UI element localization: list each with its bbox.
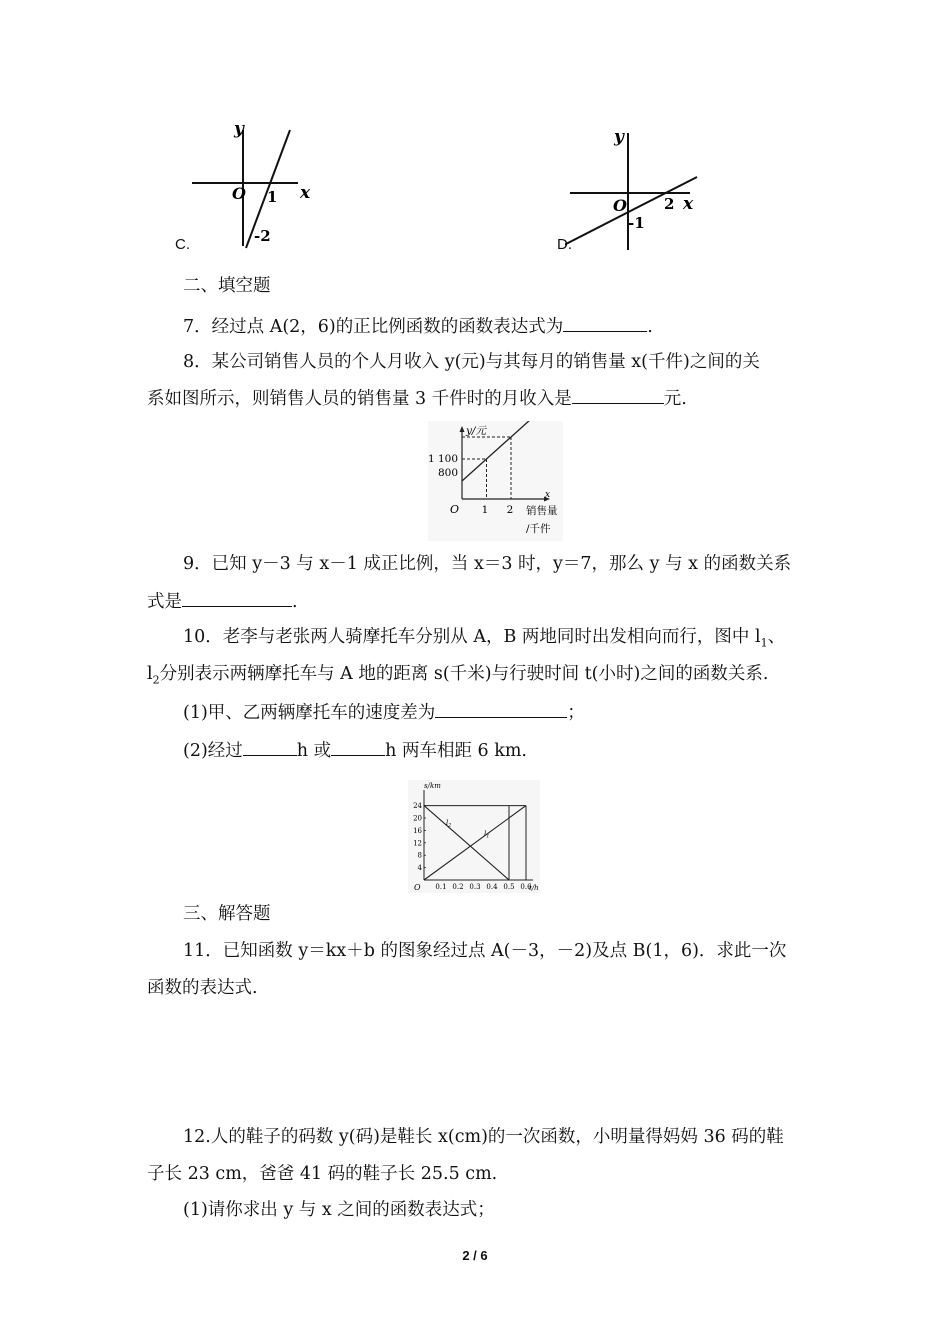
q10-p1-text: (1)甲、乙两辆摩托车的速度差为 <box>183 703 436 723</box>
option-c-label[interactable]: C. <box>175 236 190 253</box>
q10-l2-sub: 2 <box>448 822 452 829</box>
q10-l2-letter: l <box>147 664 153 684</box>
q10-p2-answer-blank-1[interactable] <box>243 738 297 756</box>
q7-answer-blank[interactable] <box>563 314 647 332</box>
section-title-answer: 三、解答题 <box>183 904 271 924</box>
q10-x-tick-0-2: 0.2 <box>452 883 464 891</box>
y-intercept-label: -2 <box>254 227 271 245</box>
q8-answer-blank[interactable] <box>572 386 664 404</box>
q10-chart <box>408 780 540 893</box>
question-11-line-1: 11．已知函数 y＝kx＋b 的图象经过点 A(－3，－2)及点 B(1，6)．求此一次 <box>183 941 787 961</box>
q8-x-label-2: /千件 <box>526 523 551 535</box>
q10-l1-sub: 1 <box>486 833 490 840</box>
q8-x-axis-label: x <box>545 490 551 500</box>
q10-y-tick-4: 4 <box>417 864 422 873</box>
q8-line2-text: 系如图所示，则销售人员的销售量 3 千件时的月收入是 <box>147 389 572 409</box>
option-d <box>565 125 705 255</box>
q8-x-label-1: 销售量 <box>526 505 558 517</box>
q10-line1-end: 、 <box>767 627 786 647</box>
q10-p2-b: h 或 <box>296 741 332 761</box>
q10-line1-text: 10．老李与老张两人骑摩托车分别从 A，B 两地同时出发相向而行，图中 l <box>183 627 761 647</box>
question-11-line-2: 函数的表达式. <box>147 978 258 998</box>
q7-text: 7．经过点 A(2，6)的正比例函数的函数表达式为 <box>183 317 564 337</box>
q10-x-tick-0-6: 0.6 <box>520 883 532 891</box>
x-intercept-label: 2 <box>664 195 675 213</box>
q10-y-label: s/km <box>424 782 441 790</box>
x-axis-label: x <box>683 194 694 214</box>
q8-origin: O <box>450 503 460 516</box>
y-intercept-label: -1 <box>628 214 645 232</box>
q10-y-tick-16: 16 <box>413 826 422 835</box>
y-axis-label: y <box>234 119 244 139</box>
q9-end: . <box>292 592 298 612</box>
q8-y-label: y/元 <box>466 425 486 437</box>
question-7 <box>183 314 653 339</box>
q10-p2-answer-blank-2[interactable] <box>331 738 385 756</box>
q10-p2-a: (2)经过 <box>183 741 243 761</box>
origin-label: O <box>613 196 627 215</box>
q10-p1-answer-blank[interactable] <box>435 700 567 718</box>
q10-origin: O <box>414 883 421 892</box>
q10-y-tick-24: 24 <box>413 802 422 811</box>
q10-x-tick-0-1: 0.1 <box>435 883 447 891</box>
x-intercept-label: 1 <box>267 188 278 206</box>
q10-x-tick-0-3: 0.3 <box>469 883 481 891</box>
function-line <box>565 177 697 247</box>
q10-l1-letter: l <box>484 830 487 838</box>
q8-x-tick-2: 2 <box>506 504 514 516</box>
option-d-label[interactable]: D. <box>557 236 572 253</box>
q9-answer-blank[interactable] <box>182 589 292 607</box>
question-12-part-1: (1)请你求出 y 与 x 之间的函数表达式； <box>183 1200 495 1220</box>
q8-y-tick-800: 800 <box>437 467 458 479</box>
question-8-line-1: 8．某公司销售人员的个人月收入 y(元)与其每月的销售量 x(千件)之间的关 <box>183 352 760 372</box>
q9-line2-text: 式是 <box>147 592 182 612</box>
q10-y-tick-12: 12 <box>413 839 422 848</box>
question-10-line-2 <box>147 662 768 693</box>
q7-end: . <box>647 317 653 337</box>
q8-x-tick-1: 1 <box>481 504 489 516</box>
question-9-line-2 <box>147 589 298 614</box>
y-axis-label: y <box>614 127 624 147</box>
question-8-line-2 <box>147 386 687 411</box>
origin-label: O <box>232 184 246 203</box>
option-c-graph <box>180 118 330 258</box>
q10-l2-letter: l <box>446 819 449 827</box>
q10-l2-sub: 2 <box>152 673 160 687</box>
page-number: 2 / 6 <box>462 1248 488 1263</box>
q10-l1-sub: 1 <box>760 636 768 650</box>
q8-end: 元. <box>663 389 687 409</box>
question-10-part-2 <box>183 738 527 763</box>
question-10-line-1 <box>183 625 785 656</box>
q10-p2-c: h 两车相距 6 km. <box>385 741 527 761</box>
q10-y-tick-8: 8 <box>417 851 422 860</box>
q10-p1-end: ； <box>567 703 585 723</box>
q10-line2-text: 分别表示两辆摩托车与 A 地的距离 s(千米)与行驶时间 t(小时)之间的函数关系. <box>159 664 769 684</box>
section-title-fill-blank: 二、填空题 <box>183 276 271 296</box>
option-c <box>180 118 330 258</box>
q10-x-tick-0-5: 0.5 <box>503 883 515 891</box>
q10-y-tick-20: 20 <box>413 814 422 823</box>
question-12-line-1: 12.人的鞋子的码数 y(码)是鞋长 x(cm)的一次函数，小明量得妈妈 36 码的鞋 <box>183 1127 784 1147</box>
question-10-part-1 <box>183 700 585 725</box>
question-12-line-2: 子长 23 cm，爸爸 41 码的鞋子长 25.5 cm. <box>147 1164 498 1184</box>
x-axis-label: x <box>300 183 311 203</box>
option-d-graph <box>565 125 705 255</box>
q8-chart <box>428 421 563 541</box>
q10-x-label: t/h <box>529 884 539 892</box>
q10-x-tick-0-4: 0.4 <box>486 883 498 891</box>
question-9-line-1: 9．已知 y－3 与 x－1 成正比例，当 x＝3 时，y＝7，那么 y 与 x 的函数关系 <box>183 554 792 574</box>
q8-y-tick-1100: 1 100 <box>428 453 458 465</box>
